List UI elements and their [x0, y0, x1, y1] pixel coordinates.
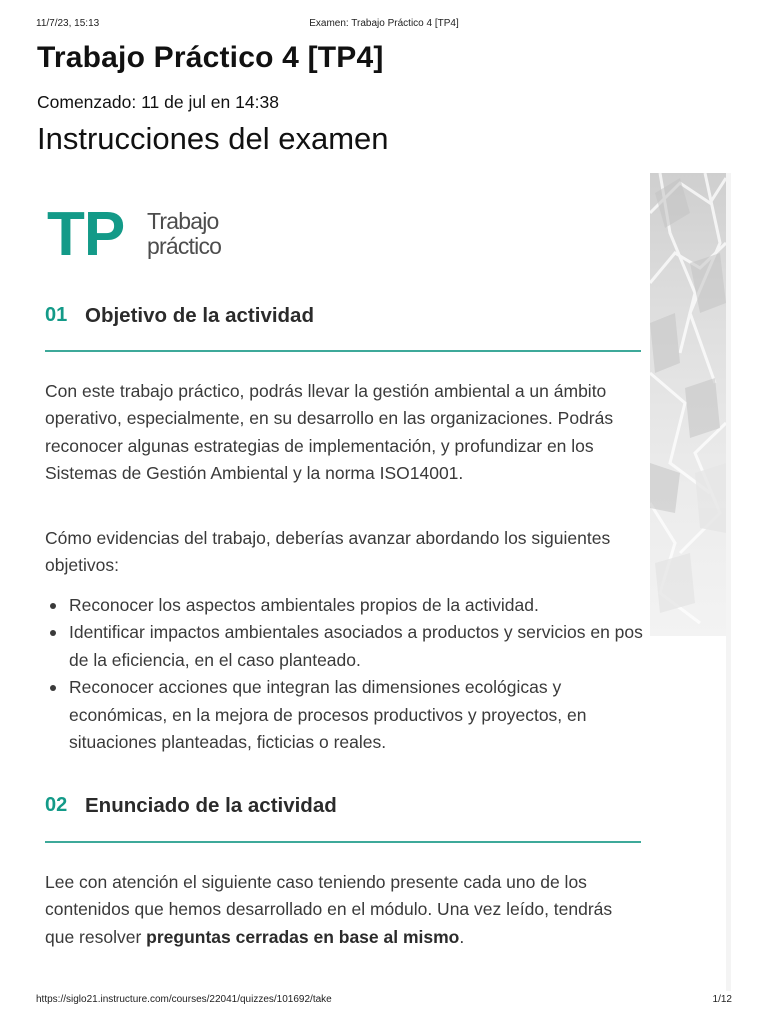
print-footer [36, 994, 732, 1008]
print-url: https://siglo21.instructure.com/courses/22041/quizzes/101692/take [36, 994, 332, 1005]
decorative-pattern-image [650, 173, 726, 636]
section-title: Objetivo de la actividad [85, 304, 314, 327]
list-item: Reconocer acciones que integran las dimensiones ecológicas y económicas, en la mejora de procesos productivos y proyectos, en situaciones planteadas, ficticias o reales. [69, 674, 649, 756]
print-header [36, 18, 732, 32]
tp-logo-word [147, 209, 221, 259]
objectives-list [45, 592, 649, 756]
scrollbar-track[interactable] [726, 173, 731, 991]
print-page-title: Examen: Trabajo Práctico 4 [TP4] [309, 18, 459, 29]
quiz-title: Trabajo Práctico 4 [TP4] [37, 41, 384, 74]
list-item: Identificar impactos ambientales asociados a productos y servicios en pos de la eficiencia, en el caso planteado. [69, 619, 649, 674]
list-item: Reconocer los aspectos ambientales propios de la actividad. [69, 592, 649, 619]
evidence-paragraph: Cómo evidencias del trabajo, deberías avanzar abordando los siguientes objetivos: [45, 528, 611, 576]
instructions-heading: Instrucciones del examen [37, 121, 389, 156]
statement-paragraph [45, 869, 643, 951]
print-datetime: 11/7/23, 15:13 [36, 18, 100, 29]
section-number: 02 [45, 794, 68, 816]
statement-end: . [459, 926, 465, 947]
section-number: 01 [45, 304, 68, 326]
tp-logo-word-line1: Trabajo [147, 208, 219, 234]
section-enunciado-header [45, 794, 641, 830]
tp-logo-mark: TP [47, 200, 125, 269]
section-divider [45, 350, 641, 352]
section-title: Enunciado de la actividad [85, 794, 337, 817]
statement-text: Lee con atención el siguiente caso teniendo presente cada uno de los contenidos que hemos desarrollado en el módulo. Una vez leído, tendrás que resolver [45, 872, 613, 947]
section-divider [45, 841, 641, 843]
objective-paragraph: Con este trabajo práctico, podrás llevar la gestión ambiental a un ámbito operativo, especialmente, en su desarrollo en las organizaciones. Podrás reconocer algunas estrategias de implementación, y profundizar en los Sistemas de Gestión Ambiental y la norma ISO14001. [45, 381, 614, 484]
statement-emphasis: preguntas cerradas en base al mismo [146, 926, 460, 947]
section-objetivo-header [45, 304, 641, 340]
started-timestamp: Comenzado: 11 de jul en 14:38 [37, 92, 279, 112]
geometric-pattern [650, 173, 726, 636]
print-page-number: 1/12 [712, 994, 732, 1005]
tp-logo-word-line2: práctico [147, 233, 222, 259]
